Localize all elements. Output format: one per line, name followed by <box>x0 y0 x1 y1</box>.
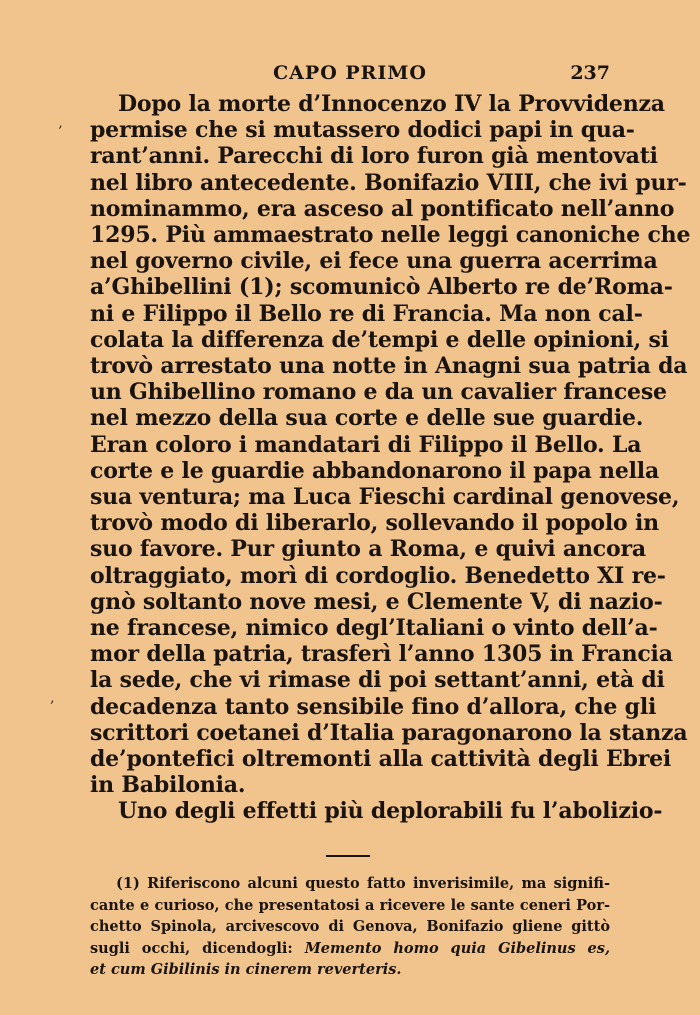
footnote-divider <box>326 855 370 857</box>
margin-mark: ’ <box>58 124 63 140</box>
text-line: rant’anni. Parecchi di loro furon già mentovati <box>90 143 658 170</box>
footnote-line: (1) Riferiscono alcuni questo fatto inverisimile, ma signifi- <box>116 875 610 892</box>
footnote-quote: Memento homo quia Gibelinus es, <box>304 939 610 957</box>
text-line: nel mezzo della sua corte e delle sue guardie. <box>90 405 644 432</box>
text-line: decadenza tanto sensibile fino d’allora, che gli <box>90 693 657 720</box>
footnote-line <box>90 938 610 960</box>
text-line: un Ghibellino romano e da un cavalier francese <box>90 379 667 406</box>
text-line: in Babilonia. <box>90 772 246 799</box>
text-line: colata la differenza de’tempi e delle opinioni, si <box>90 326 669 353</box>
main-text <box>90 91 691 825</box>
footnote <box>90 873 610 981</box>
margin-mark: ‚ <box>50 690 55 706</box>
text-line: de’pontefici oltremonti alla cattività degli Ebrei <box>90 746 672 773</box>
footnote-line: cante e curioso, che presentatosi a ricevere le sante ceneri Por- <box>90 896 610 914</box>
text-line: Uno degli effetti più deplorabili fu l’abolizio- <box>118 798 663 825</box>
text-line: nel governo civile, ei fece una guerra acerrima <box>90 248 658 275</box>
footnote-text: sugli occhi, dicendogli: <box>90 939 305 957</box>
text-line: sua ventura; ma Luca Fieschi cardinal genovese, <box>90 484 680 511</box>
page-number: 237 <box>570 62 610 84</box>
text-line: Eran coloro i mandatari di Filippo il Bello. La <box>90 431 642 458</box>
text-line: oltraggiato, morì di cordoglio. Benedetto XI re- <box>90 562 666 589</box>
text-line: gnò soltanto nove mesi, e Clemente V, di nazio- <box>90 588 663 615</box>
text-line: 1295. Più ammaestrato nelle leggi canoniche che <box>90 222 691 249</box>
text-line: suo favore. Pur giunto a Roma, e quivi ancora <box>90 536 646 563</box>
text-line: ne francese, nimico degl’Italiani o vinto dell’a- <box>90 615 658 642</box>
text-line: nominammo, era asceso al pontificato nell’anno <box>90 195 675 222</box>
text-line: permise che si mutassero dodici papi in qua- <box>90 117 635 144</box>
chapter-title: CAPO PRIMO <box>273 62 427 84</box>
text-line: a’Ghibellini (1); scomunicò Alberto re de’Roma- <box>90 274 673 301</box>
footnote-line: chetto Spinola, arcivescovo di Genova, Bonifazio gliene gittò <box>90 918 610 935</box>
text-line: mor della patria, trasferì l’anno 1305 in Francia <box>90 641 673 668</box>
running-head <box>90 62 610 88</box>
text-line: trovò arrestato una notte in Anagni sua patria da <box>90 353 688 380</box>
footnote-quote: et cum Gibilinis in cinerem reverteris. <box>90 961 402 978</box>
text-line: Dopo la morte d’Innocenzo IV la Provvidenza <box>118 91 665 117</box>
text-line: la sede, che vi rimase di poi settant’anni, età di <box>90 667 665 694</box>
text-line: ni e Filippo il Bello re di Francia. Ma non cal- <box>90 300 643 327</box>
text-line: corte e le guardie abbandonarono il papa nella <box>90 457 660 484</box>
text-line: trovò modo di liberarlo, sollevando il popolo in <box>90 510 659 537</box>
text-line: scrittori coetanei d’Italia paragonarono la stanza <box>90 719 688 746</box>
text-line: nel libro antecedente. Bonifazio VIII, che ivi pur- <box>90 169 687 196</box>
